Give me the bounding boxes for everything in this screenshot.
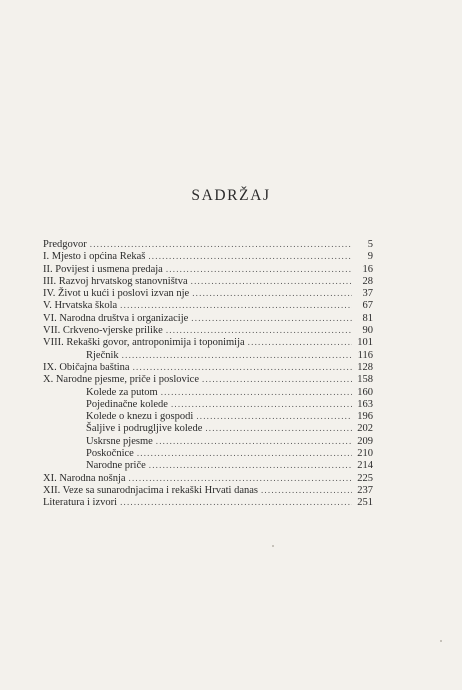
dot-leader [166,324,352,336]
toc-entry-page: 28 [362,275,373,287]
toc-entry-label: Narodne priče [86,460,146,472]
toc-entry [43,299,373,311]
toc-entry [43,447,373,459]
toc-entry [43,287,373,299]
toc-entry-label: III. Razvoj hrvatskog stanovništva [43,275,188,287]
toc-entry [43,484,373,496]
dot-leader [248,336,352,348]
toc-entry-page: 90 [362,325,373,337]
toc-entry-label: Šaljive i podrugljive kolede [86,423,203,435]
toc-entry-page: 210 [357,448,373,460]
toc-entry [43,336,373,348]
toc-entry-page: 37 [362,288,373,300]
paper-speck [440,640,442,642]
toc-entry [43,361,373,373]
toc-entry-page: 81 [362,312,373,324]
dot-leader [192,287,352,299]
toc-entry-page: 116 [357,349,373,361]
paper-speck [272,545,274,547]
dot-leader [171,398,352,410]
dot-leader [129,472,352,484]
dot-leader [149,459,352,471]
toc-entry-page: 158 [357,374,373,386]
dot-leader [196,410,352,422]
toc-entry [43,386,373,398]
toc-entry-page: 5 [367,239,373,250]
toc-entry [43,373,373,385]
toc-entry-label: XII. Veze sa sunarodnjacima i rekaški Hrvati danas [43,484,258,496]
toc-entry-label: XI. Narodna nošnja [43,472,126,484]
toc-entry-label: Uskrsne pjesme [86,435,153,447]
toc-entry-page: 163 [357,398,373,410]
toc-entry-label: Literatura i izvori [43,497,118,509]
toc-entry [43,263,373,275]
toc-entry-page: 196 [357,411,373,423]
toc-entry [43,349,373,361]
toc-entry-label: IX. Običajna baština [43,361,130,373]
toc-entry-label: V. Hrvatska škola [43,300,118,312]
toc-entry [43,459,373,471]
dot-leader [166,263,352,275]
toc-entry-label: Rječnik [86,349,119,361]
toc-entry [43,410,373,422]
page-title: SADRŽAJ [191,187,271,204]
toc-entry-label: Kolede za putom [86,386,158,398]
dot-leader [156,435,352,447]
toc-entry-label: Kolede o knezu i gospodi [86,411,194,423]
toc-entry [43,275,373,287]
toc-entry [43,435,373,447]
toc-entry-page: 225 [357,472,373,484]
toc-entry-page: 214 [357,460,373,472]
toc-entry [43,238,373,250]
toc-entry-label: VIII. Rekaški govor, antroponimija i toponimija [43,337,245,349]
dot-leader [90,238,352,250]
toc-entry-label: II. Povijest i usmena predaja [43,263,163,275]
toc-entry-label: Poskočnice [86,448,134,460]
toc-entry-label: VI. Narodna društva i organizacije [43,312,189,324]
toc-entry-label: VII. Crkveno-vjerske prilike [43,325,163,337]
dot-leader [191,275,352,287]
toc-entry-label: Pojedinačne kolede [86,398,168,410]
dot-leader [133,361,352,373]
toc-entry-page: 251 [357,497,373,509]
toc-entry-page: 209 [357,435,373,447]
dot-leader [120,299,352,311]
toc-entry-page: 16 [362,263,373,275]
dot-leader [191,312,352,324]
toc-entry-page: 9 [367,251,373,263]
toc-entry-page: 160 [357,386,373,398]
dot-leader [148,250,352,262]
toc-entry-label: IV. Život u kući i poslovi izvan nje [43,288,190,300]
dot-leader [120,496,352,508]
toc-entry-label: I. Mjesto i općina Rekaš [43,251,146,263]
toc-entry [43,250,373,262]
toc-entry [43,472,373,484]
toc-entry [43,422,373,434]
dot-leader [161,386,352,398]
toc-entry-page: 202 [357,423,373,435]
toc-entry-page: 128 [357,361,373,373]
toc-entry-label: X. Narodne pjesme, priče i poslovice [43,374,199,386]
toc-entry [43,312,373,324]
toc-entry [43,398,373,410]
toc-entry [43,496,373,508]
table-of-contents [43,238,373,509]
toc-entry-label: Predgovor [43,239,87,250]
dot-leader [261,484,352,496]
toc-entry-page: 237 [357,484,373,496]
toc-entry-page: 101 [357,337,373,349]
toc-entry-page: 67 [362,300,373,312]
dot-leader [137,447,352,459]
toc-entry [43,324,373,336]
dot-leader [122,349,352,361]
dot-leader [205,422,352,434]
dot-leader [202,373,352,385]
